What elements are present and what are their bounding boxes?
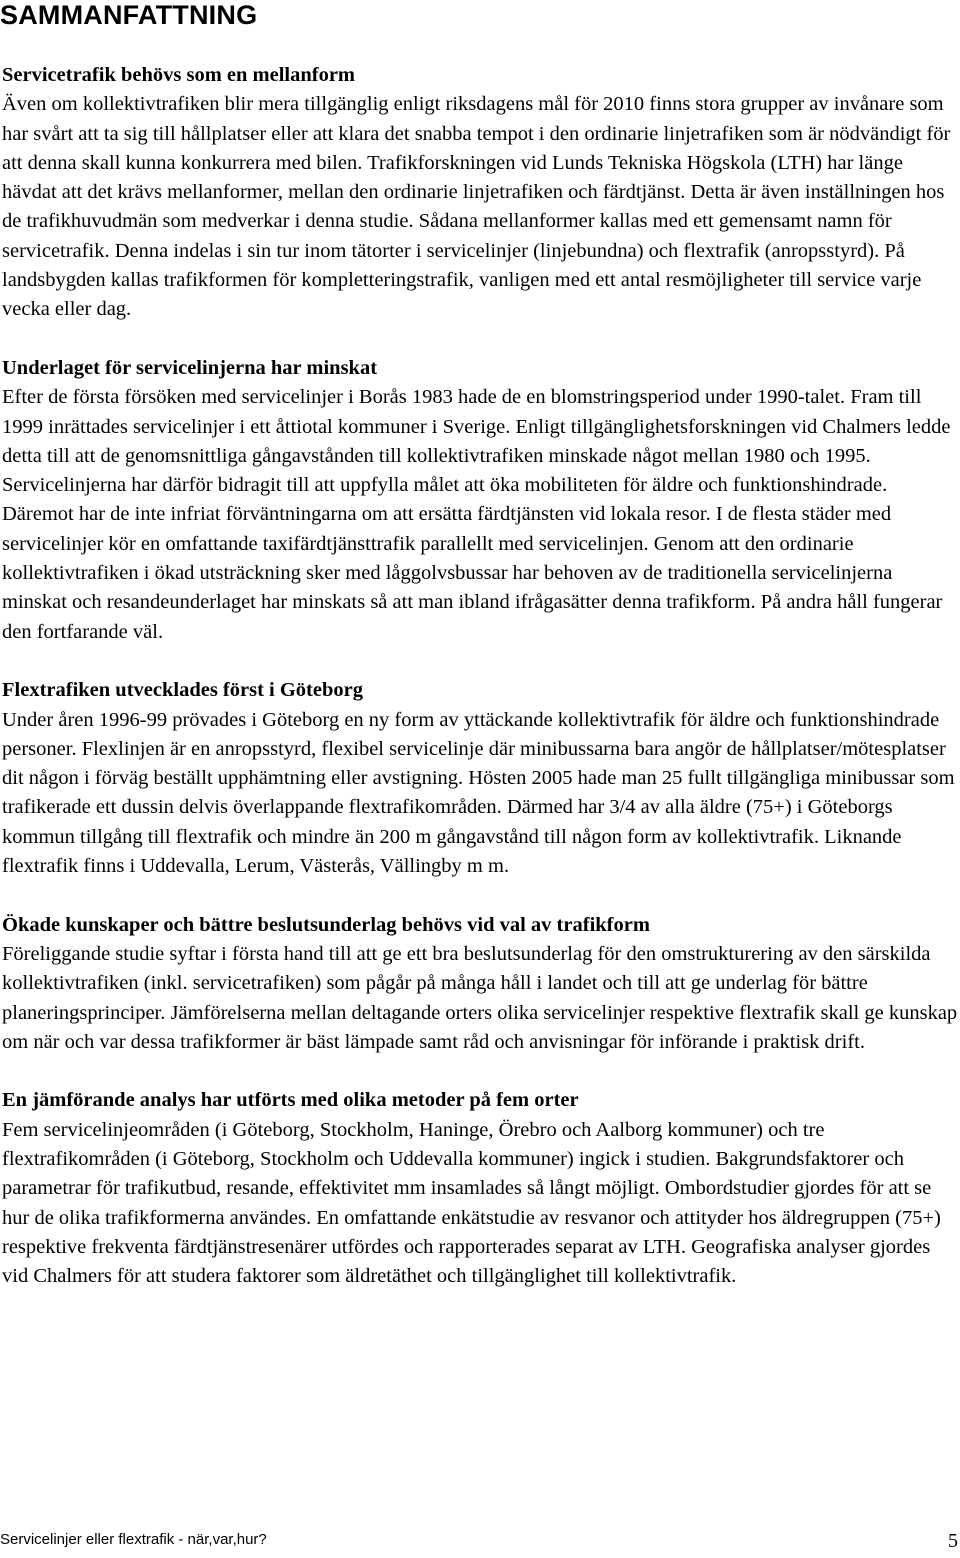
section-heading: Underlaget för servicelinjerna har minskat	[2, 356, 378, 379]
document-body	[2, 61, 960, 1291]
page-number: 5	[948, 1530, 958, 1552]
section-paragraph: Under åren 1996-99 prövades i Göteborg en ny form av yttäckande kollektivtrafik för äldre och funktionshindrade personer. Flexlinjen är en anropsstyrd, flexibel servicelinje där minibussarna bara angör de hållplatser/mötesplatser dit någon i förväg beställt upphämtning eller avstigning. Hösten 2005 hade man 25 fullt tillgängliga minibussar som trafikerade ett dussin delvis överlappande flextrafikområden. Därmed har 3/4 av alla äldre (75+) i Göteborgs kommun tillgång till flextrafik och mindre än 200 m gångavstånd till någon form av kollektivtrafik. Liknande flextrafik finns i Uddevalla, Lerum, Västerås, Vällingby m m.	[2, 708, 955, 878]
section-paragraph: Efter de första försöken med servicelinjer i Borås 1983 hade de en blomstringsperiod under 1990-talet. Fram till 1999 inrättades servicelinjer i ett åttiotal kommuner i Sverige. Enligt tillgänglighetsforskningen vid Chalmers ledde detta till att de genomsnittliga gångavstånden till kollektivtrafiken minskade något mellan 1980 och 1995. Servicelinjerna har därför bidragit till att uppfylla målet att öka mobiliteten för äldre och funktionshindrade. Däremot har de inte infriat förväntningarna om att ersätta färdtjänsten vid lokala resor. I de flesta städer med servicelinjer kör en omfattande taxifärdtjänsttrafik parallellt med servicelinjen. Genom att den ordinarie kollektivtrafiken i ökad utsträckning sker med låggolvsbussar har behoven av de traditionella servicelinjerna minskat och resandeunderlaget har minskats så att man ibland ifrågasätter denna trafikform. På andra håll fungerar den fortfarande väl.	[2, 386, 951, 643]
section-kunskaper	[2, 911, 960, 1057]
page-title: SAMMANFATTNING	[0, 0, 258, 30]
paragraph-gap	[2, 647, 960, 676]
section-analys	[2, 1086, 960, 1291]
section-paragraph: Även om kollektivtrafiken blir mera tillgänglig enligt riksdagens mål för 2010 finns stora grupper av invånare som har svårt att ta sig till hållplatser eller att klara det snabba tempot i den ordinarie linjetrafiken som är nödvändigt för att denna skall kunna konkurrera med bilen. Trafikforskningen vid Lunds Tekniska Högskola (LTH) har länge hävdat att det krävs mellanformer, mellan den ordinarie linjetrafiken och färdtjänst. Detta är även inställningen hos de trafikhuvudmän som medverkar i denna studie. Sådana mellanformer kallas med ett gemensamt namn för servicetrafik. Denna indelas i sin tur inom tätorter i servicelinjer (linjebundna) och flextrafik (anropsstyrd). På landsbygden kallas trafikformen för kompletteringstrafik, vanligen med ett antal resmöjligheter till service varje vecka eller dag.	[2, 93, 951, 321]
footer-running-title: Servicelinjer eller flextrafik - när,var,hur?	[0, 1531, 267, 1548]
section-heading: Ökade kunskaper och bättre beslutsunderlag behövs vid val av trafikform	[2, 913, 650, 936]
section-heading: Flextrafiken utvecklades först i Göteborg	[2, 679, 363, 702]
section-heading: En jämförande analys har utförts med olika metoder på fem orter	[2, 1089, 579, 1112]
section-servicelinjer	[2, 354, 960, 647]
section-paragraph: Fem servicelinjeområden (i Göteborg, Stockholm, Haninge, Örebro och Aalborg kommuner) och tre flextrafikområden (i Göteborg, Stockholm och Uddevalla kommuner) ingick i studien. Bakgrundsfaktorer och parametrar för trafikutbud, resande, effektivitet mm insamlades så långt möjligt. Ombordstudier gjordes för att se hur de olika trafikformerna användes. En omfattande enkätstudie av resvanor och attityder hos äldregruppen (75+) respektive frekventa färdtjänstresenärer utfördes och rapporterades separat av LTH. Geografiska analyser gjordes vid Chalmers för att studera faktorer som äldretäthet och tillgänglighet till kollektivtrafik.	[2, 1118, 941, 1288]
paragraph-gap	[2, 325, 960, 354]
paragraph-gap	[2, 881, 960, 910]
paragraph-gap	[2, 1057, 960, 1086]
section-flextrafik	[2, 676, 960, 881]
section-heading: Servicetrafik behövs som en mellanform	[2, 64, 355, 86]
section-servicetrafik	[2, 61, 960, 325]
section-paragraph: Föreliggande studie syftar i första hand till att ge ett bra beslutsunderlag för den omstrukturering av den särskilda kollektivtrafiken (inkl. servicetrafiken) som pågår på många håll i landet och till att ge underlag för bättre planeringsprinciper. Jämförelserna mellan deltagande orters olika servicelinjer respektive flextrafik skall ge kunskap om när och var dessa trafikformer är bäst lämpade samt råd och anvisningar för införande i praktisk drift.	[2, 942, 958, 1053]
